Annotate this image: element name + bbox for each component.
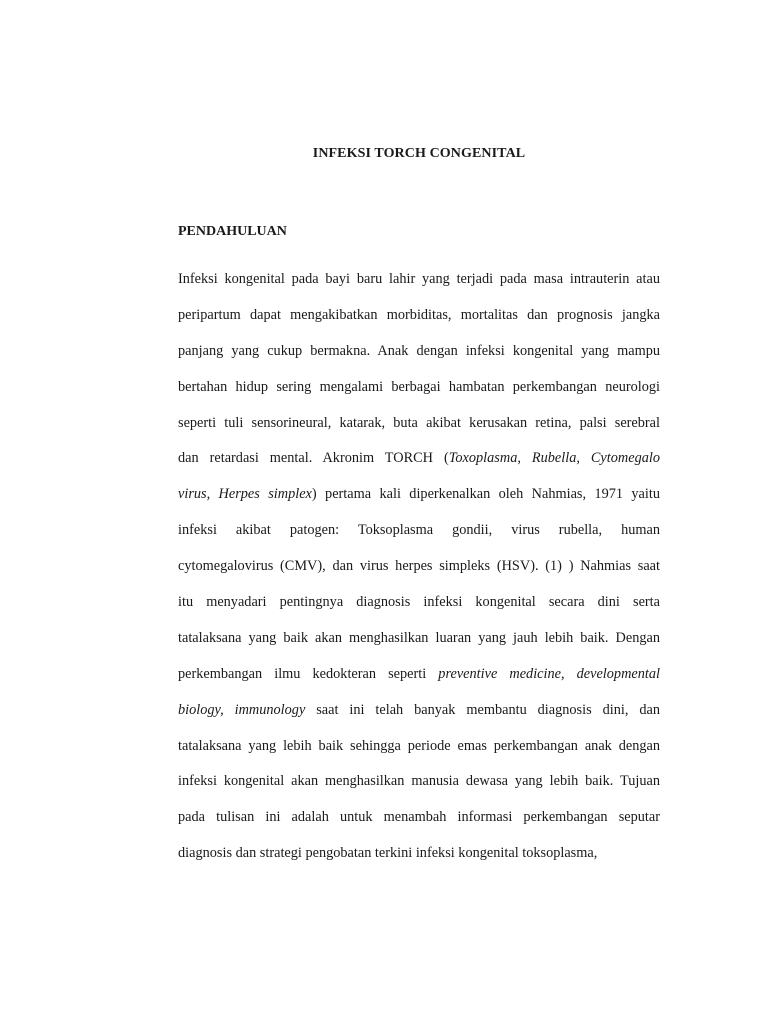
paragraph-line [178, 729, 660, 765]
paragraph-line [178, 657, 660, 693]
paragraph-line [178, 800, 660, 836]
paragraph-line [178, 334, 660, 370]
section-heading: PENDAHULUAN [178, 224, 287, 239]
text-segment: panjang yang cukup bermakna. Anak dengan infeksi kongenital yang mampu [178, 342, 660, 359]
italic-text: preventive medicine, developmental [438, 665, 660, 682]
paragraph-line [178, 406, 660, 442]
text-segment: bertahan hidup sering mengalami berbagai hambatan perkembangan neurologi [178, 378, 660, 395]
italic-text: virus, Herpes simplex [178, 486, 312, 503]
paragraph-line [178, 262, 660, 298]
text-segment: peripartum dapat mengakibatkan morbiditas, mortalitas dan prognosis jangka [178, 306, 660, 323]
body-paragraph [178, 262, 660, 872]
document-title: INFEKSI TORCH CONGENITAL [312, 146, 526, 161]
paragraph-line [178, 441, 660, 477]
text-segment: itu menyadari pentingnya diagnosis infeksi kongenital secara dini serta [178, 594, 660, 611]
paragraph-line [178, 836, 660, 872]
text-segment: dan retardasi mental. Akronim TORCH ( [178, 450, 449, 467]
text-segment: ) pertama kali diperkenalkan oleh Nahmias, 1971 yaitu [311, 486, 660, 503]
paragraph-line [178, 764, 660, 800]
paragraph-line [178, 513, 660, 549]
text-segment: infeksi kongenital akan menghasilkan manusia dewasa yang lebih baik. Tujuan [178, 773, 660, 790]
text-segment: pada tulisan ini adalah untuk menambah informasi perkembangan seputar [178, 809, 660, 826]
paragraph-line [178, 298, 660, 334]
text-segment: saat ini telah banyak membantu diagnosis dini, dan [305, 701, 660, 718]
text-segment: diagnosis dan strategi pengobatan terkini infeksi kongenital toksoplasma, [178, 845, 598, 862]
paragraph-line [178, 585, 660, 621]
italic-text: biology, immunology [178, 701, 306, 718]
italic-text: Toxoplasma, Rubella, Cytomegalo [448, 450, 660, 467]
paragraph-line [178, 370, 660, 406]
text-segment: tatalaksana yang baik akan menghasilkan luaran yang jauh lebih baik. Dengan [178, 629, 660, 646]
text-segment: infeksi akibat patogen: Toksoplasma gondii, virus rubella, human [178, 522, 660, 539]
text-segment: cytomegalovirus (CMV), dan virus herpes simpleks (HSV). (1) ) Nahmias saat [178, 558, 660, 575]
paragraph-line [178, 477, 660, 513]
text-segment: Infeksi kongenital pada bayi baru lahir yang terjadi pada masa intrauterin atau [178, 271, 660, 287]
text-segment: seperti tuli sensorineural, katarak, buta akibat kerusakan retina, palsi serebral [178, 414, 660, 431]
paragraph-line [178, 693, 660, 729]
paragraph-line [178, 621, 660, 657]
text-segment: tatalaksana yang lebih baik sehingga periode emas perkembangan anak dengan [178, 737, 660, 754]
text-segment: perkembangan ilmu kedokteran seperti [178, 665, 439, 682]
paragraph-line [178, 549, 660, 585]
